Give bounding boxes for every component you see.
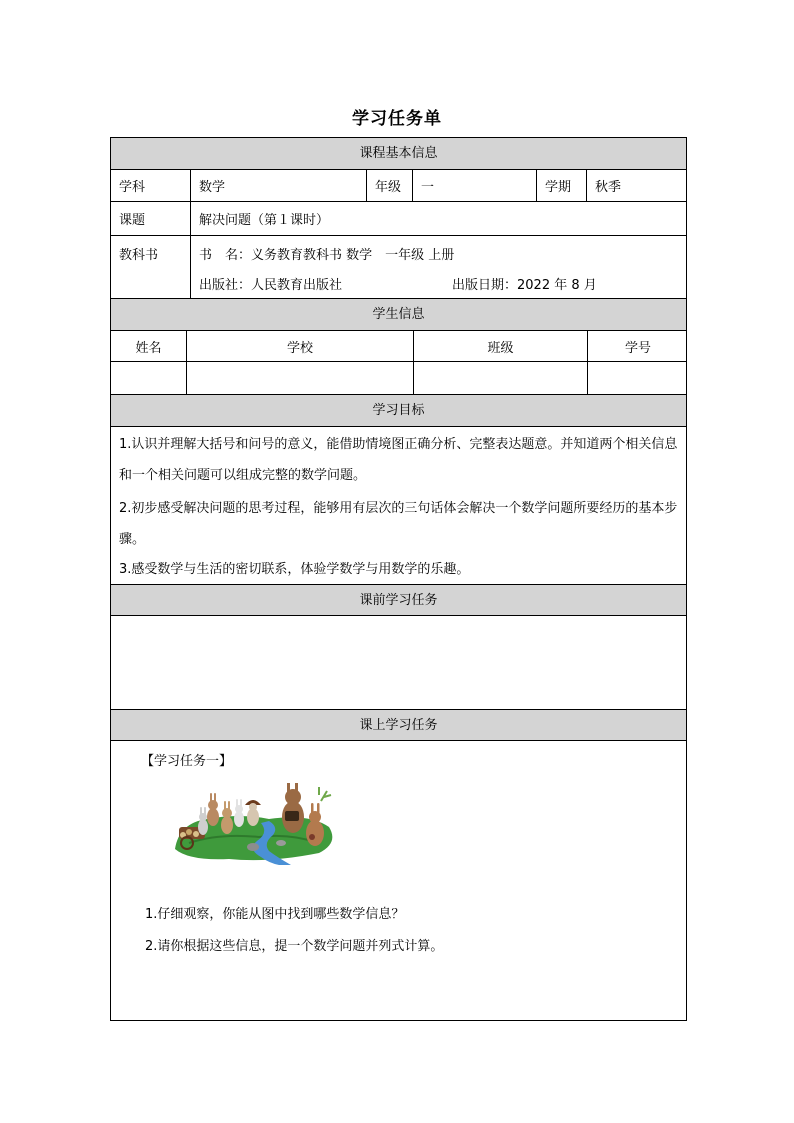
in-class-body [111,741,686,1020]
goal-item-1: 1.认识并理解大括号和问号的意义，能借助情境图正确分析、完整表达题意。并知道两个相关信息和一个相关问题可以组成完整的数学问题。 [119,437,678,483]
textbook-publisher: 出版社：人民教育出版社 [199,278,343,293]
term-value: 秋季 [595,180,622,195]
goal-item-2: 2.初步感受解决问题的思考过程，能够用有层次的三句话体会解决一个数学问题所要经历的基本步骤。 [119,501,678,547]
task-sheet-table [110,137,687,1021]
topic-row [111,202,686,236]
course-info-header: 课程基本信息 [111,138,686,170]
student-info-header: 学生信息 [111,299,686,331]
student-fill-row [111,362,686,395]
textbook-date: 出版日期：2022 年 8 月 [452,278,597,293]
subject-value: 数学 [191,170,367,201]
page-title: 学习任务单 [352,109,442,129]
grade-label: 年级 [367,170,413,201]
rabbits-scene-illustration [169,783,339,865]
in-class-header: 课上学习任务 [111,710,686,741]
goals-header: 学习目标 [111,395,686,427]
goals-body [111,427,686,585]
student-id-field[interactable] [588,362,688,394]
col-name: 姓名 [111,331,187,361]
question-2: 2.请你根据这些信息，提一个数学问题并列式计算。 [145,939,444,954]
student-columns-row [111,331,686,362]
topic-label: 课题 [111,202,191,235]
textbook-row [111,236,686,299]
col-student-id: 学号 [624,340,651,356]
topic-value: 解决问题（第１课时） [199,213,330,228]
textbook-name: 书 名：义务教育教科书 数学 一年级 上册 [199,248,455,263]
course-basic-row [111,170,686,202]
question-1: 1.仔细观察，你能从图中找到哪些数学信息？ [145,907,405,922]
pre-class-header: 课前学习任务 [111,585,686,616]
goal-item-3: 3.感受数学与生活的密切联系，体验学数学与用数学的乐趣。 [119,562,470,577]
subject-label: 学科 [111,170,191,201]
col-school: 学校 [187,331,414,361]
class-field[interactable] [414,362,588,394]
grade-value: 一 [413,170,537,201]
col-class: 班级 [414,331,588,361]
textbook-label: 教科书 [111,236,191,298]
term-label: 学期 [537,170,587,201]
school-field[interactable] [187,362,414,394]
task-one-title: 【学习任务一】 [141,754,233,769]
name-field[interactable] [111,362,187,394]
pre-class-body[interactable] [111,616,686,710]
